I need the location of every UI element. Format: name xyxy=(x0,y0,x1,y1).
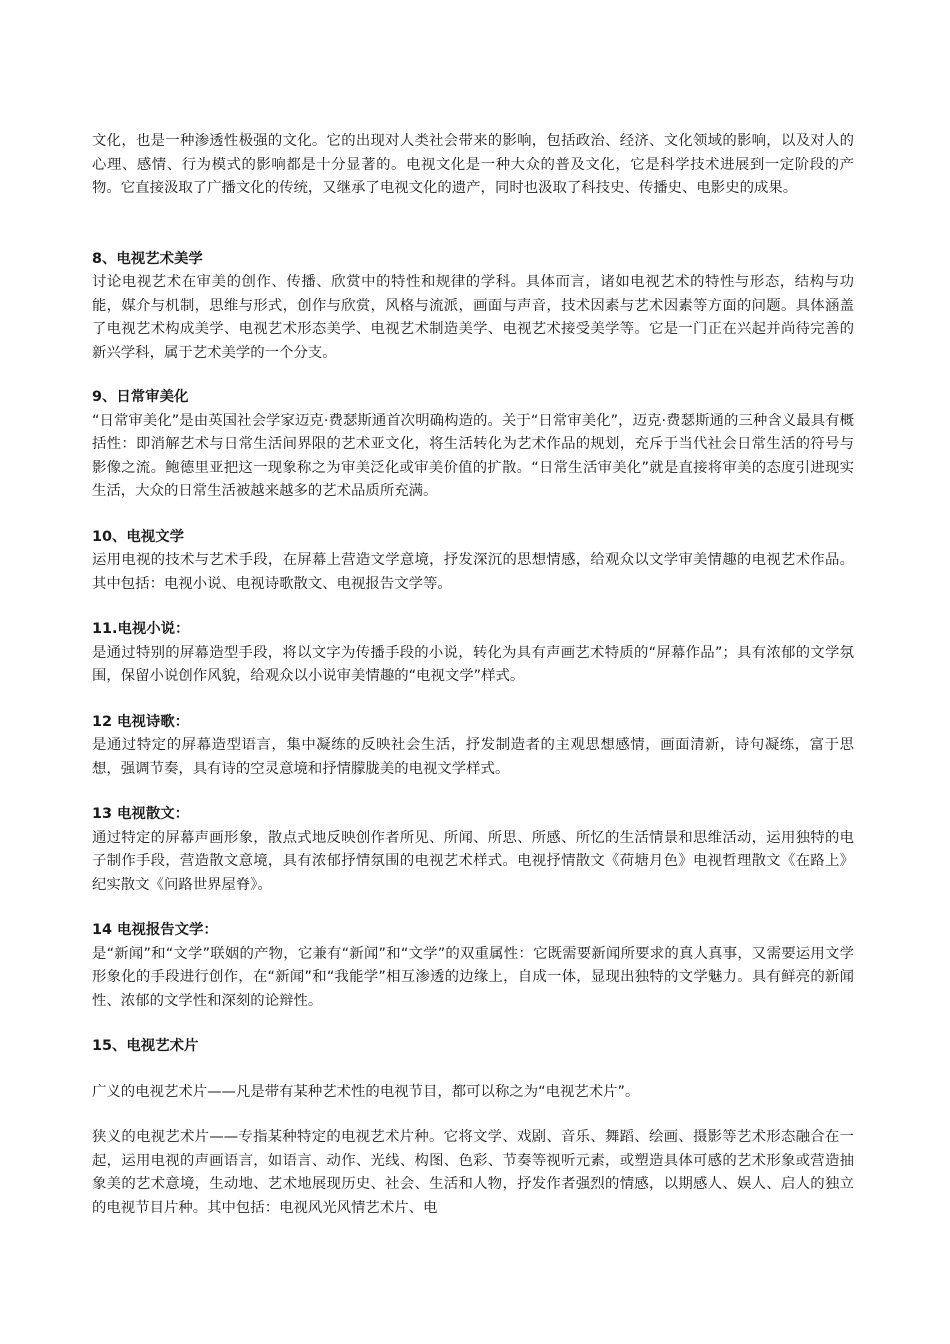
section-body: “日常审美化”是由英国社会学家迈克·费瑟斯通首次明确构造的。关于“日常审美化”，迈克·费瑟斯通的三种含义最具有概括性：即消解艺术与日常生活间界限的艺术亚文化，将生活转化为艺术作品的规划，充斥于当代社会日常生活的符号与影像之流。鲍德里亚把这一现象称之为审美泛化或审美价值的扩散。“日常生活审美化”就是直接将审美的态度引进现实生活，大众的日常生活被越来越多的艺术品质所充满。 xyxy=(92,412,854,499)
section-body: 通过特定的屏幕声画形象，散点式地反映创作者所见、所闻、所思、所感、所忆的生活情景和思维活动，运用独特的电子制作手段，营造散文意境，具有浓郁抒情氛围的电视艺术样式。电视抒情散文《荷塘月色》电视哲理散文《在路上》纪实散文《问路世界屋脊》。 xyxy=(92,829,854,893)
section-heading: 10、电视文学 xyxy=(92,528,184,545)
section-15 xyxy=(92,1035,854,1059)
intro-paragraph: 文化，也是一种渗透性极强的文化。它的出现对人类社会带来的影响，包括政治、经济、文化领域的影响，以及对人的心理、感情、行为模式的影响都是十分显著的。电视文化是一种大众的普及文化，它是科学技术进展到一定阶段的产物。它直接汲取了广播文化的传统，又继承了电视文化的遗产，同时也汲取了科技史、传播史、电影史的成果。 xyxy=(92,133,854,196)
section-11 xyxy=(92,618,854,689)
section-10 xyxy=(92,526,854,597)
section-heading: 11.电视小说： xyxy=(92,621,190,637)
section-body: 讨论电视艺术在审美的创作、传播、欣赏中的特性和规律的学科。具体而言，诸如电视艺术的特性与形态，结构与功能，媒介与机制，思维与形式，创作与欣赏，风格与流派，画面与声音，技术因素与艺术因素等方面的问题。具体涵盖了电视艺术构成美学、电视艺术形态美学、电视艺术制造美学、电视艺术接受美学等。它是一门正在兴起并尚待完善的新兴学科，属于艺术美学的一个分支。 xyxy=(92,274,854,361)
section-body: 是通过特定的屏幕造型语言，集中凝练的反映社会生活，抒发制造者的主观思想感情，画面清新，诗句凝练，富于思想，强调节奏，具有诗的空灵意境和抒情朦胧美的电视文学样式。 xyxy=(92,737,854,777)
section-heading: 13 电视散文： xyxy=(92,806,189,822)
section-body: 是“新闻”和“文学”联姻的产物，它兼有“新闻”和“文学”的双重属性：它既需要新闻所要求的真人真事，又需要运用文学形象化的手段进行创作，在“新闻”和“我能学”相互渗透的边缘上，自成一体，显现出独特的文学魅力。具有鲜亮的新闻性、浓郁的文学性和深刻的论辩性。 xyxy=(92,945,854,1009)
section-heading: 9、日常审美化 xyxy=(92,389,189,405)
section-9 xyxy=(92,386,854,504)
section-8 xyxy=(92,248,854,366)
section-heading: 14 电视报告文学： xyxy=(92,922,218,938)
document-page xyxy=(92,130,854,1220)
section-13 xyxy=(92,803,854,897)
section-12 xyxy=(92,711,854,782)
broad-definition-paragraph: 广义的电视艺术片——凡是带有某种艺术性的电视节目，都可以称之为“电视艺术片”。 xyxy=(92,1083,640,1100)
section-14 xyxy=(92,919,854,1013)
section-body: 运用电视的技术与艺术手段，在屏幕上营造文学意境，抒发深沉的思想情感，给观众以文学审美情趣的电视艺术作品。其中包括：电视小说、电视诗歌散文、电视报告文学等。 xyxy=(92,552,854,592)
section-heading: 8、电视艺术美学 xyxy=(92,250,203,267)
section-heading: 15、电视艺术片 xyxy=(92,1038,199,1054)
narrow-definition-paragraph: 狭义的电视艺术片——专指某种特定的电视艺术片种。它将文学、戏剧、音乐、舞蹈、绘画、摄影等艺术形态融合在一起，运用电视的声画语言，如语言、动作、光线、构图、色彩、节奏等视听元素，或塑造具体可感的艺术形象或营造抽象美的艺术意境，生动地、艺术地展现历史、社会、生活和人物，抒发作者强烈的情感，以期感人、娱人、启人的独立的电视节目片种。其中包括：电视风光风情艺术片、电 xyxy=(92,1129,854,1216)
section-body: 是通过特别的屏幕造型手段，将以文字为传播手段的小说，转化为具有声画艺术特质的“屏幕作品”；具有浓郁的文学氛围，保留小说创作风貌，给观众以小说审美情趣的“电视文学”样式。 xyxy=(92,644,854,684)
section-heading: 12 电视诗歌： xyxy=(92,713,189,730)
